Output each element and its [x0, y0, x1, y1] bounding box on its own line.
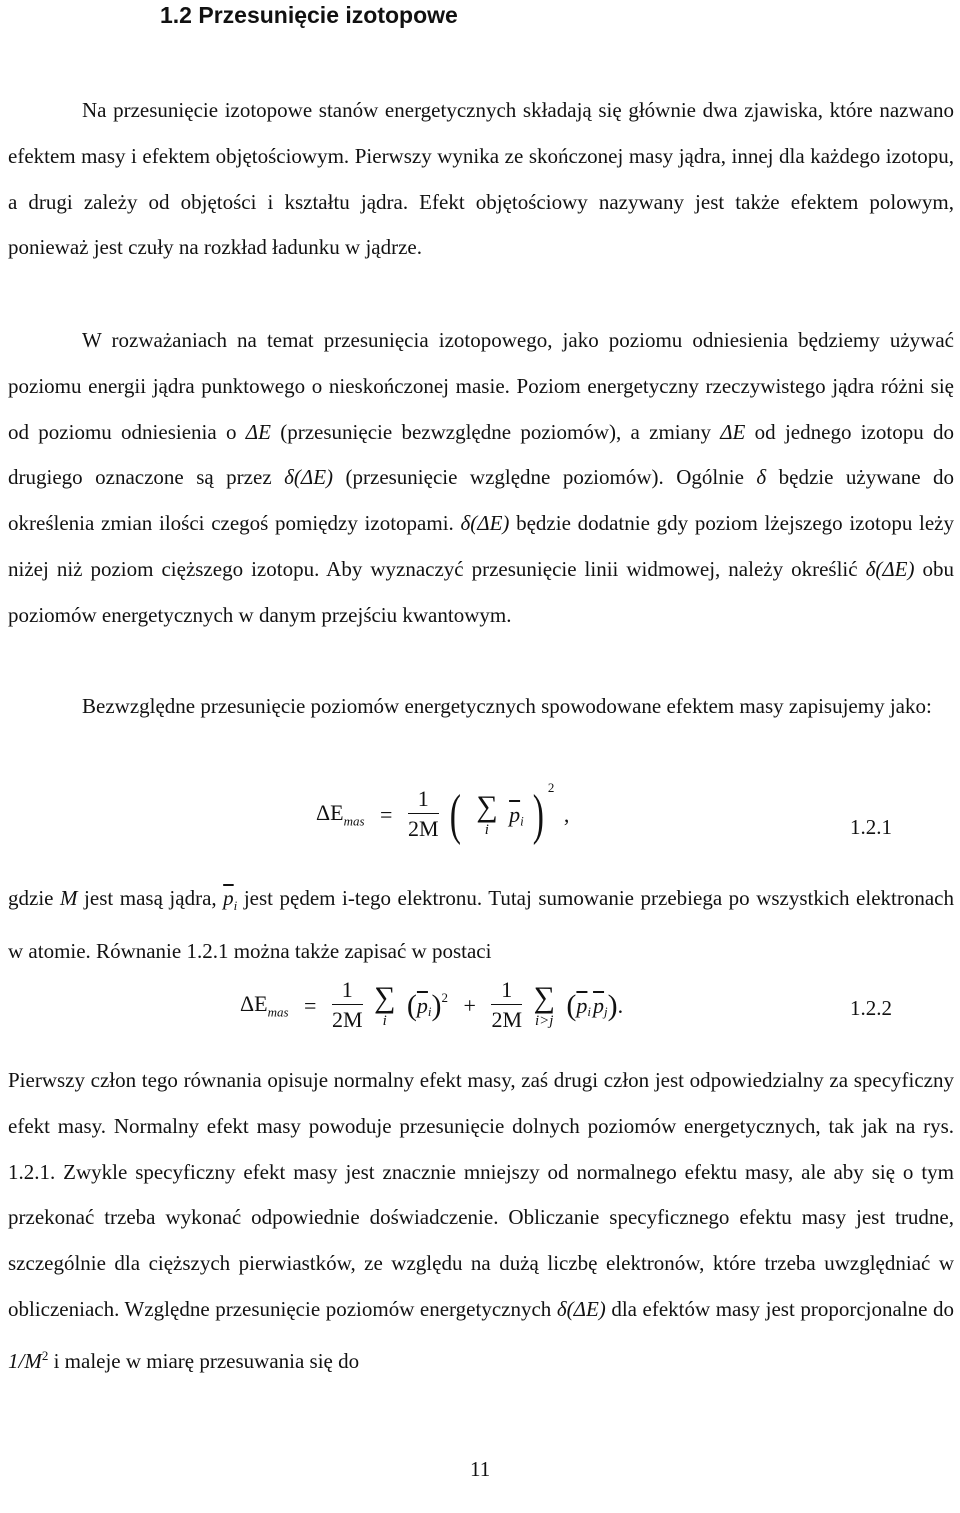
delta-delta-e-symbol: δ(ΔE): [460, 511, 510, 536]
eq2-fraction-1: [332, 976, 363, 1035]
eq2-sum-index-1: i: [382, 1012, 387, 1029]
momentum-sub: i: [233, 898, 238, 914]
paragraph-3: Bezwzględne przesunięcie poziomów energetycznych spowodowane efektem masy zapisujemy jako:: [82, 694, 932, 718]
paragraph-2-text: będzie używane do określenia zmian ilości czegoś pomiędzy izotopami.: [8, 465, 954, 536]
eq2-sum-symbol-2: ∑: [533, 980, 555, 1014]
paragraph-4-text: Pierwszy człon tego równania opisuje normalny efekt masy, zaś drugi człon jest odpowiedzialny za specyficzny efekt masy. Normalny efekt masy powoduje przesunięcie dolnych poziomów energetycznych, tak jak na rys. 1.2.1. Zwykle specyficzny efekt masy jest znacznie mniejszy od normalnego efektu masy, ale aby się o tym przekonać trzeba wykonać odpowiednie doświadczenie. Obliczanie specyficznego efektu masy jest trudne, szczególnie dla cięższych pierwiastków, ze względu na dużą liczbę elektronów, które trzeba uwzględniać w obliczeniach. Względne przesunięcie poziomów energetycznych: [8, 1068, 954, 1321]
eq1-sum-symbol: ∑: [476, 789, 498, 823]
eq2-numerator-2: 1: [491, 976, 522, 1005]
delta-delta-e-symbol: δ(ΔE): [556, 1296, 606, 1321]
section-heading: 1.2 Przesunięcie izotopowe: [160, 2, 458, 28]
after-eq1-text: jest pędem i-tego elektronu. Tutaj sumowanie przebiega po wszystkich elektronach w atomie. Równanie 1.2.1 można także zapisać w postaci: [8, 886, 954, 963]
eq2-power: 2: [441, 990, 449, 1006]
paragraph-2-text: od jednego izotopu do drugiego oznaczone są przez: [8, 419, 954, 490]
paragraph-2-lead: W rozważaniach na temat przesunięcia izotopowego, jako poziomu odniesienia będziemy używać poziomu energii jądra punktowego o nieskończonej masie. Poziom energetyczny rzeczywistego jądra różni się od poziomu odniesienia o: [8, 328, 954, 444]
eq2-equals: =: [304, 992, 317, 1018]
eq2-momentum-sub-3: j: [604, 1003, 608, 1019]
eq2-lhs-sub: mas: [267, 1004, 289, 1020]
eq1-power: 2: [547, 780, 555, 795]
eq2-momentum-sub-2: i: [587, 1003, 592, 1019]
eq1-comma: ,: [563, 801, 570, 827]
paragraph-2-text: (przesunięcie względne poziomów). Ogólnie: [333, 465, 757, 490]
eq2-sum-symbol-1: ∑: [374, 980, 396, 1014]
eq2-momentum-1: $\overline{p}$: [416, 992, 428, 1018]
delta-e-symbol: ΔE: [245, 419, 271, 444]
page-number: 11: [470, 1457, 491, 1481]
paragraph-2-text: (przesunięcie bezwzględne poziomów), a zmiany: [270, 419, 721, 444]
inverse-mass-power: 2: [41, 1347, 49, 1363]
eq2-numerator-1: 1: [332, 976, 363, 1005]
eq2-denominator-2: 2M: [491, 1007, 523, 1032]
eq2-fraction-2: [491, 976, 522, 1035]
eq1-equals: =: [380, 801, 393, 827]
eq1-numerator: 1: [408, 785, 439, 814]
inverse-mass-symbol: 1/M: [8, 1348, 42, 1373]
equation-1-2-1: $\Delta E_{mas}$ = $\frac{1}{2M}$ ( ∑ i $\overline{p}_i$ ) $^2$ ,: [316, 780, 570, 846]
eq1-denominator: 2M: [407, 816, 439, 842]
eq1-lhs: ΔE: [316, 800, 344, 826]
delta-delta-e-symbol: δ(ΔE): [284, 465, 334, 490]
equation-number-1-2-2: 1.2.2: [850, 996, 892, 1020]
eq2-momentum-2: $\overline{p}$: [576, 992, 588, 1018]
equation-1-2-2: $\Delta E_{mas}$ = $\frac{1}{2M}$ ∑ i $(\overline{p}_i)^2$ + $\frac{1}{2M}$ ∑ i>j $(\overline{p}_i\overline{p}_j)$.: [240, 976, 623, 1035]
eq2-period: .: [617, 992, 624, 1018]
paragraph-2: [8, 318, 954, 639]
eq1-fraction: [408, 785, 439, 844]
equation-number-1-2-1: 1.2.1: [850, 815, 892, 839]
paragraph-after-eq1: [8, 876, 954, 975]
paragraph-2-text: będzie dodatnie gdy poziom lżejszego izotopu leży niżej niż poziom cięższego izotopu. Aby wyznaczyć przesunięcie linii widmowej, należy określić: [8, 511, 955, 581]
paragraph-2-text: obu poziomów energetycznych w danym przejściu kwantowym.: [8, 556, 955, 627]
eq2-momentum-3: $\overline{p}$: [593, 992, 605, 1018]
eq2-lhs: ΔE: [240, 990, 268, 1016]
eq1-momentum: $\overline{p}$: [509, 801, 521, 827]
eq1-lhs-sub: mas: [343, 813, 365, 829]
eq2-sum-index-2: i>j: [534, 1012, 554, 1029]
eq2-momentum-sub-1: i: [427, 1003, 432, 1019]
paragraph-4-text: i maleje w miarę przesuwania się do: [48, 1348, 360, 1373]
paragraph-1: Na przesunięcie izotopowe stanów energetycznych składają się głównie dwa zjawiska, które nazwano efektem masy i efektem objętościowym. Pierwszy wynika ze skończonej masy jądra, innej dla każdego izotopu, a drugi zależy od objętości i kształtu jądra. Efekt objętościowy nazywany jest także efektem polowym, ponieważ jest czuły na rozkład ładunku w jądrze.: [8, 98, 954, 260]
delta-delta-e-symbol: δ(ΔE): [865, 556, 915, 581]
eq1-momentum-sub: i: [520, 813, 524, 829]
momentum-symbol: $\overline{p}$: [223, 886, 234, 910]
eq1-sum-index: i: [484, 821, 489, 838]
eq2-denominator-1: 2M: [331, 1007, 363, 1032]
delta-e-symbol: ΔE: [720, 419, 746, 444]
paragraph-4: [8, 1058, 954, 1385]
paragraph-4-text: dla efektów masy jest proporcjonalne do: [605, 1296, 955, 1321]
after-eq1-text: jest masą jądra,: [77, 886, 224, 910]
delta-symbol: δ: [756, 465, 767, 490]
after-eq1-text: gdzie: [8, 886, 61, 910]
mass-symbol: M: [60, 886, 78, 910]
eq2-plus: +: [463, 992, 476, 1018]
